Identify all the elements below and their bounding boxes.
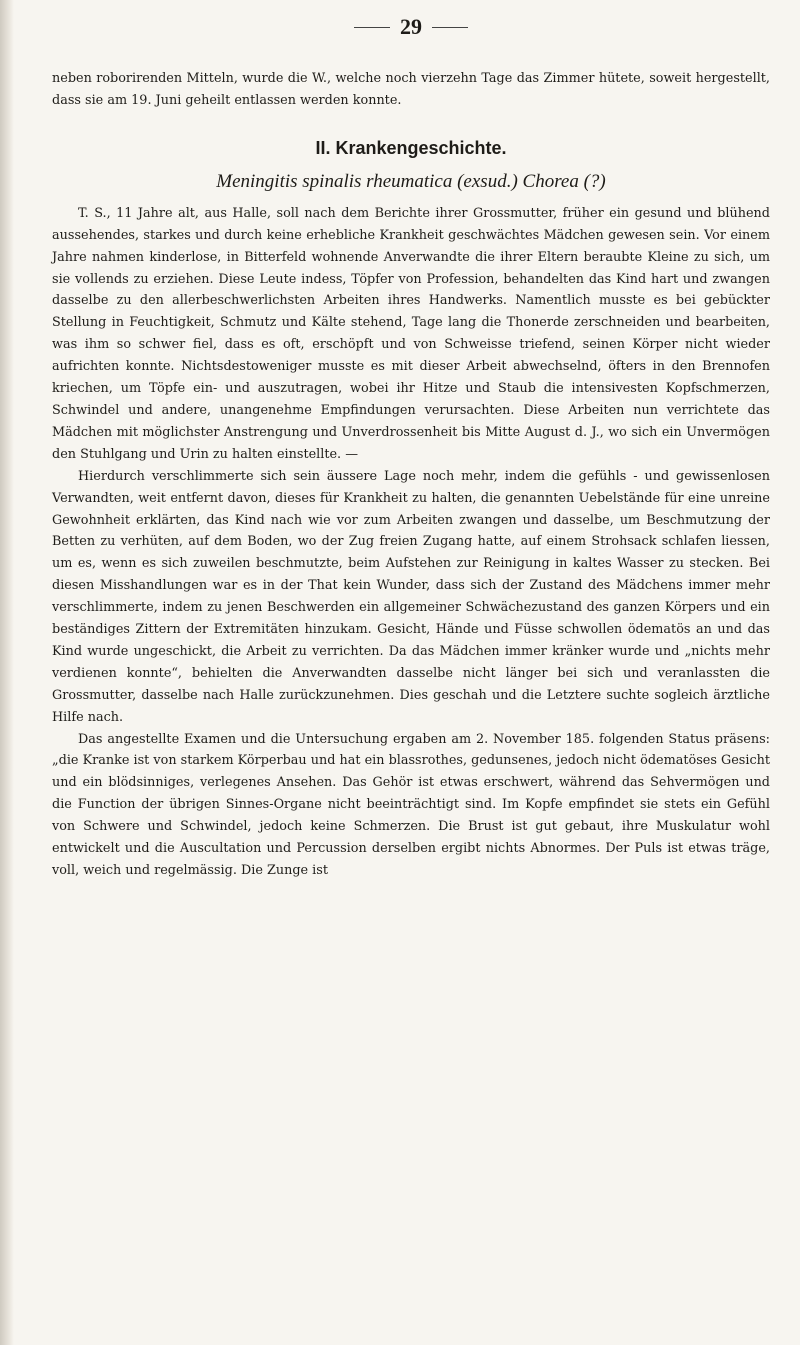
case-subtitle: Meningitis spinalis rheumatica (exsud.) Chorea (?) — [216, 170, 606, 192]
page-number: 29 — [400, 14, 422, 39]
case-history-paragraph-3: Das angestellte Examen und die Untersuchung ergaben am 2. November 185. folgenden Status präsens: „die Kranke ist von starkem Körperbau und hat ein blassrothes, gedunsenes, jedoch nicht ödematöses Gesicht und ein blödsinniges, verlegenes Ansehen. Das Gehör ist etwas erschwert, während das Sehvermögen und die Function der übrigen Sinnes-Organe nicht beeinträchtigt sind. Im Kopfe empfindet sie stets ein Gefühl von Schwere und Schwindel, jedoch keine Schmerzen. Die Brust ist gut gebaut, ihre Muskulatur wohl entwickelt und die Auscultation und Percussion derselben ergibt nichts Abnormes. Der Puls ist etwas träge, voll, weich und regelmässig. Die Zunge ist — [52, 731, 770, 878]
intro-paragraph: neben roborirenden Mitteln, wurde die W., welche noch vierzehn Tage das Zimmer hütete, soweit hergestellt, dass sie am 19. Juni geheilt entlassen werden konnte. — [52, 71, 770, 108]
header-rule-left — [354, 27, 390, 28]
book-spine-shadow — [0, 0, 14, 1345]
section-title: II. Krankengeschichte. — [315, 137, 507, 158]
book-page — [52, 14, 770, 882]
case-history-paragraph-2: Hierdurch verschlimmerte sich sein äussere Lage noch mehr, indem die gefühls - und gewissenlosen Verwandten, weit entfernt davon, dieses für Krankheit zu halten, die genannten Uebelstände für eine unreine Gewohnheit erklärten, das Kind nach wie vor zum Arbeiten zwangen und dasselbe, um Beschmutzung der Betten zu verhüten, auf dem Boden, wo der Zug freien Zugang hatte, auf einem Strohsack schlafen liessen, um es, wenn es sich zuweilen beschmutzte, beim Aufstehen zur Reinigung in kaltes Wasser zu stecken. Bei diesen Misshandlungen war es in der That kein Wunder, dass sich der Zustand des Mädchens immer mehr verschlimmerte, indem zu jenen Beschwerden ein allgemeiner Schwächezustand des ganzen Körpers und ein beständiges Zittern der Extremitäten hinzukam. Gesicht, Hände und Füsse schwollen ödematös an und das Kind wurde ungeschickt, die Arbeit zu verrichten. Da das Mädchen immer kränker wurde und „nichts mehr verdienen konnte“, behielten die Anverwandten dasselbe nicht länger bei sich und veranlassten die Grossmutter, dasselbe nach Halle zurückzunehmen. Dies geschah und die Letztere suchte sogleich ärztliche Hilfe nach. — [52, 468, 770, 725]
case-history-paragraph-1: T. S., 11 Jahre alt, aus Halle, soll nach dem Berichte ihrer Grossmutter, früher ein gesund und blühend aussehendes, starkes und durch keine erhebliche Krankheit geschwächtes Mädchen gewesen sein. Vor einem Jahre nahmen kinderlose, in Bitterfeld wohnende Anverwandte die ihrer Eltern beraubte Kleine zu sich, um sie vollends zu erziehen. Diese Leute indess, Töpfer von Profession, behandelten das Kind hart und zwangen dasselbe zu den allerbeschwerlichsten Arbeiten ihres Handwerks. Namentlich musste es bei gebückter Stellung in Feuchtigkeit, Schmutz und Kälte stehend, Tage lang die Thonerde zerschneiden und bearbeiten, was ihm so schwer fiel, dass es oft, erschöpft und von Schweisse triefend, seinen Körper nicht wieder aufrichten konnte. Nichtsdestoweniger musste es mit dieser Arbeit abwechselnd, öfters in den Brennofen kriechen, um Töpfe ein- und auszutragen, wobei ihr Hitze und Staub die intensivesten Kopfschmerzen, Schwindel und andere, unangenehme Empfindungen verursachten. Diese Arbeiten nun verrichtete das Mädchen mit möglichster Anstrengung und Unverdrossenheit bis Mitte August d. J., wo sich ein Unvermögen den Stuhlgang und Urin zu halten einstellte. — — [52, 205, 770, 462]
header-rule-right — [432, 27, 468, 28]
page-header — [52, 14, 770, 40]
